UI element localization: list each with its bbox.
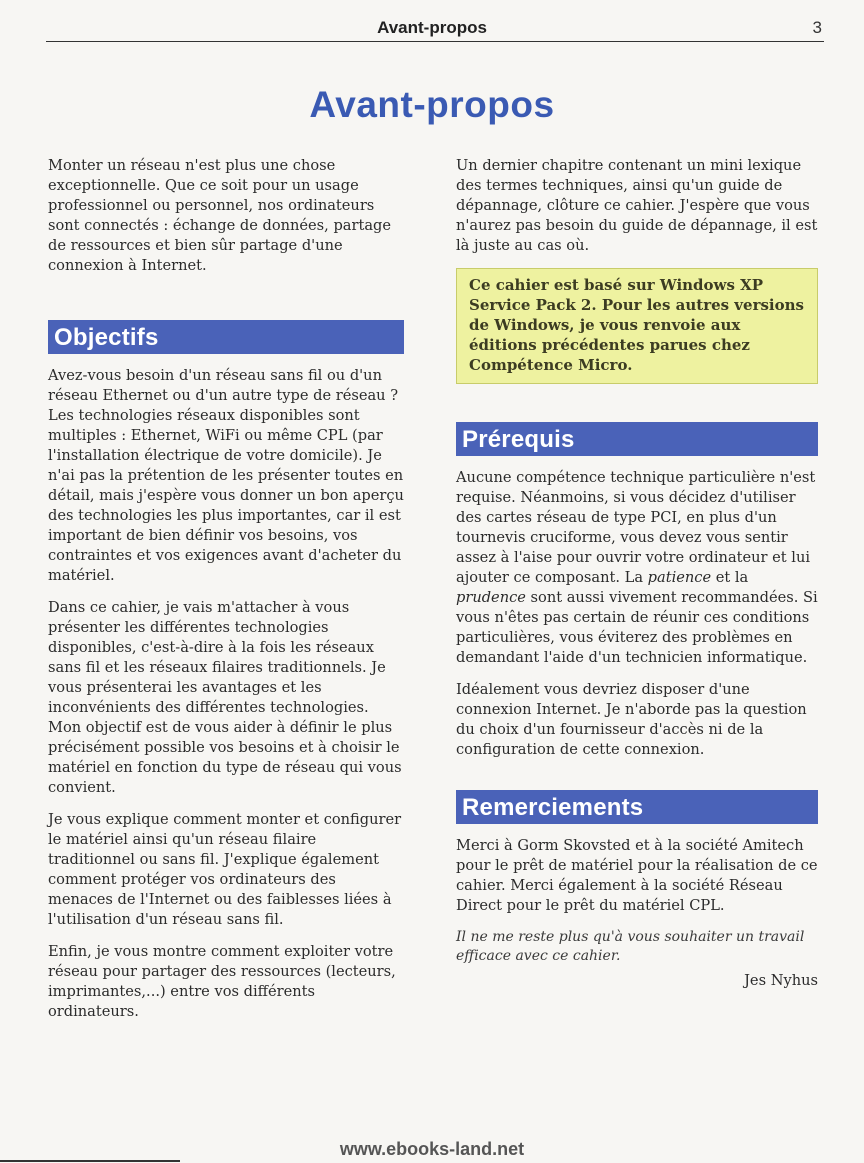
prerequis-heading: Prérequis xyxy=(456,422,818,456)
prudence-emphasis: prudence xyxy=(456,589,526,606)
objectifs-paragraph-2: Dans ce cahier, je vais m'attacher à vous présenter les différentes technologies disponibles, c'est-à-dire à la fois les réseaux sans fil et les réseaux filaires traditionnels. Je vous présenterai les avantages et les inconvénients des différentes technologies. Mon objectif est de vous aider à définir le plus précisément possible vos besoins et à choisir le matériel en fonction du type de réseau qui vous convient. xyxy=(48,599,402,796)
remerciements-paragraph: Merci à Gorm Skovsted et à la société Amitech pour le prêt de matériel pour la réalisation de ce cahier. Merci également à la société Réseau Direct pour le prêt du matériel CPL. xyxy=(456,837,818,914)
running-header-title: Avant-propos xyxy=(377,18,487,37)
right-intro-paragraph: Un dernier chapitre contenant un mini lexique des termes techniques, ainsi qu'un guide de dépannage, clôture ce cahier. J'espère que vous n'aurez pas besoin du guide de dépannage, il est là juste au cas où. xyxy=(456,157,818,254)
prerequis-text-c: sont aussi vivement recommandées. Si vous n'êtes pas certain de réunir ces conditions particulières, vous éviterez des problèmes en demandant l'aide d'un technicien informatique. xyxy=(456,589,818,666)
left-column xyxy=(48,156,404,1034)
remerciements-heading: Remerciements xyxy=(456,790,818,824)
prerequis-text-a: Aucune compétence technique particulière n'est requise. Néanmoins, si vous décidez d'utiliser des cartes réseau de type PCI, en plus d'un tournevis cruciforme, vous devez vous sentir assez à l'aise pour ouvrir votre ordinateur et lui ajouter ce composant. La xyxy=(456,469,816,586)
prerequis-paragraph-2: Idéalement vous devriez disposer d'une connexion Internet. Je n'aborde pas la question du choix d'un fournisseur d'accès ni de la configuration de cette connexion. xyxy=(456,681,807,758)
footer-watermark: www.ebooks-land.net xyxy=(339,1139,525,1159)
footer-rule xyxy=(0,1160,180,1162)
page-number: 3 xyxy=(812,18,822,37)
intro-paragraph: Monter un réseau n'est plus une chose exceptionnelle. Que ce soit pour un usage professionnel ou personnel, nos ordinateurs sont connectés : échange de données, partage de ressources et bien sûr partage d'une connexion à Internet. xyxy=(48,157,392,274)
note-box: Ce cahier est basé sur Windows XP Service Pack 2. Pour les autres versions de Windows, je vous renvoie aux éditions précédentes parues chez Compétence Micro. xyxy=(456,268,818,384)
prerequis-paragraph-1 xyxy=(456,468,818,668)
patience-emphasis: patience xyxy=(647,569,712,586)
right-column xyxy=(456,156,818,989)
signature: Jes Nyhus xyxy=(744,972,818,989)
objectifs-paragraph-3: Je vous explique comment monter et configurer le matériel ainsi qu'un réseau filaire traditionnel ou sans fil. J'explique également comment protéger vos ordinateurs des menaces de l'Internet ou des faiblesses liées à l'utilisation d'un réseau sans fil. xyxy=(48,811,402,928)
objectifs-paragraph-1: Avez-vous besoin d'un réseau sans fil ou d'un réseau Ethernet ou d'un autre type de réseau ? Les technologies réseaux disponibles sont multiples : Ethernet, WiFi ou même CPL (par l'installation électrique de votre domicile). Je n'ai pas la prétention de les présenter toutes en détail, mais j'espère vous donner un bon aperçu des technologies les plus importantes, car il est important de bien définir vos besoins, vos contraintes et vos exigences avant d'acheter du matériel. xyxy=(48,367,404,584)
header-rule xyxy=(46,41,824,42)
objectifs-heading: Objectifs xyxy=(48,320,404,354)
page-title: Avant-propos xyxy=(309,84,555,125)
objectifs-paragraph-4: Enfin, je vous montre comment exploiter votre réseau pour partager des ressources (lecteurs, imprimantes,...) entre vos différents ordinateurs. xyxy=(48,943,396,1020)
closing-line: Il ne me reste plus qu'à vous souhaiter un travail efficace avec ce cahier. xyxy=(456,929,805,964)
prerequis-text-b: et la xyxy=(711,569,749,586)
